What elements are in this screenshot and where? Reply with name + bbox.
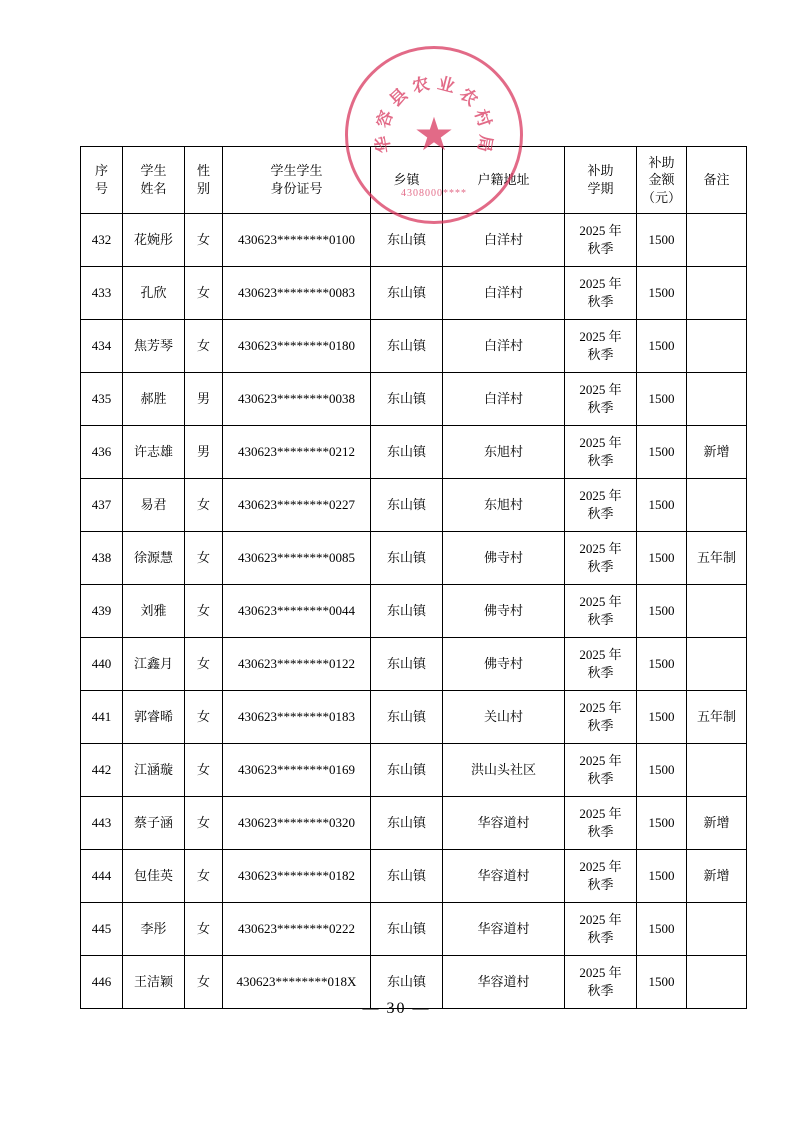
column-header-term-line1: 补助 — [587, 163, 614, 179]
student-subsidy-table — [80, 146, 747, 1009]
cell-remark — [687, 479, 747, 532]
cell-town: 东山镇 — [371, 850, 443, 903]
seal-char: 县 — [385, 84, 413, 111]
cell-student-name: 易君 — [123, 479, 185, 532]
cell-subsidy-amount: 1500 — [637, 850, 687, 903]
cell-id-number: 430623********0169 — [223, 744, 371, 797]
cell-household-address: 东旭村 — [443, 479, 565, 532]
cell-subsidy-term-line2: 秋季 — [587, 983, 614, 998]
cell-subsidy-amount: 1500 — [637, 532, 687, 585]
cell-subsidy-term-line1: 2025 年 — [579, 700, 622, 716]
table-row — [81, 373, 747, 426]
cell-subsidy-term — [565, 532, 637, 585]
cell-household-address: 佛寺村 — [443, 532, 565, 585]
cell-remark — [687, 585, 747, 638]
cell-household-address: 白洋村 — [443, 373, 565, 426]
cell-remark: 五年制 — [687, 691, 747, 744]
table-row — [81, 267, 747, 320]
cell-household-address: 洪山头社区 — [443, 744, 565, 797]
cell-student-name: 徐源慧 — [123, 532, 185, 585]
cell-sex: 女 — [185, 532, 223, 585]
cell-student-name: 蔡子涵 — [123, 797, 185, 850]
cell-seq: 440 — [81, 638, 123, 691]
cell-remark — [687, 373, 747, 426]
column-header-town: 乡镇 — [371, 147, 443, 214]
cell-subsidy-term-line2: 秋季 — [587, 294, 614, 309]
cell-household-address: 白洋村 — [443, 320, 565, 373]
cell-subsidy-term — [565, 479, 637, 532]
cell-subsidy-amount: 1500 — [637, 214, 687, 267]
cell-student-name: 焦芳琴 — [123, 320, 185, 373]
cell-town: 东山镇 — [371, 532, 443, 585]
column-header-term-line2: 学期 — [587, 181, 614, 196]
cell-sex: 女 — [185, 744, 223, 797]
cell-subsidy-term-line2: 秋季 — [587, 506, 614, 521]
cell-remark: 新增 — [687, 426, 747, 479]
table-row — [81, 903, 747, 956]
column-header-name-line2: 姓名 — [140, 181, 167, 196]
table-row — [81, 426, 747, 479]
cell-subsidy-term-line1: 2025 年 — [579, 806, 622, 822]
cell-id-number: 430623********0222 — [223, 903, 371, 956]
cell-sex: 女 — [185, 691, 223, 744]
cell-subsidy-amount: 1500 — [637, 691, 687, 744]
cell-subsidy-amount: 1500 — [637, 267, 687, 320]
cell-town: 东山镇 — [371, 479, 443, 532]
table-row — [81, 532, 747, 585]
cell-subsidy-term — [565, 797, 637, 850]
cell-subsidy-term — [565, 267, 637, 320]
cell-subsidy-term-line2: 秋季 — [587, 824, 614, 839]
cell-subsidy-amount: 1500 — [637, 903, 687, 956]
cell-subsidy-amount: 1500 — [637, 479, 687, 532]
cell-remark — [687, 638, 747, 691]
cell-subsidy-term — [565, 214, 637, 267]
cell-remark — [687, 320, 747, 373]
column-header-sex-line2: 别 — [196, 181, 210, 196]
cell-seq: 439 — [81, 585, 123, 638]
cell-town: 东山镇 — [371, 744, 443, 797]
cell-sex: 女 — [185, 956, 223, 1009]
page-number: — 30 — — [362, 1000, 431, 1017]
seal-char: 农 — [410, 73, 433, 97]
cell-subsidy-term-line2: 秋季 — [587, 241, 614, 256]
cell-subsidy-amount: 1500 — [637, 797, 687, 850]
table-header — [81, 147, 747, 214]
cell-id-number: 430623********0085 — [223, 532, 371, 585]
column-header-id — [223, 147, 371, 214]
cell-sex: 女 — [185, 320, 223, 373]
cell-household-address: 华容道村 — [443, 903, 565, 956]
cell-subsidy-amount: 1500 — [637, 744, 687, 797]
cell-id-number: 430623********0038 — [223, 373, 371, 426]
column-header-amount-line3: （元） — [641, 189, 681, 205]
cell-town: 东山镇 — [371, 373, 443, 426]
cell-subsidy-term-line2: 秋季 — [587, 347, 614, 362]
cell-subsidy-amount: 1500 — [637, 585, 687, 638]
table-row — [81, 479, 747, 532]
column-header-seq-line1: 序 — [94, 163, 108, 179]
cell-subsidy-term-line2: 秋季 — [587, 665, 614, 680]
cell-household-address: 东旭村 — [443, 426, 565, 479]
cell-subsidy-term — [565, 638, 637, 691]
cell-subsidy-amount: 1500 — [637, 956, 687, 1009]
cell-remark — [687, 903, 747, 956]
column-header-seq — [81, 147, 123, 214]
cell-subsidy-amount: 1500 — [637, 373, 687, 426]
cell-id-number: 430623********0227 — [223, 479, 371, 532]
cell-subsidy-term — [565, 691, 637, 744]
cell-seq: 437 — [81, 479, 123, 532]
cell-id-number: 430623********018X — [223, 956, 371, 1009]
cell-household-address: 华容道村 — [443, 850, 565, 903]
cell-subsidy-term-line2: 秋季 — [587, 877, 614, 892]
cell-seq: 433 — [81, 267, 123, 320]
seal-char: 华 — [372, 133, 395, 155]
cell-seq: 441 — [81, 691, 123, 744]
column-header-amount-line1: 补助 — [648, 154, 675, 170]
cell-remark — [687, 214, 747, 267]
seal-char: 村 — [470, 107, 495, 131]
cell-seq: 443 — [81, 797, 123, 850]
cell-subsidy-term-line1: 2025 年 — [579, 223, 622, 239]
column-header-sex — [185, 147, 223, 214]
cell-town: 东山镇 — [371, 426, 443, 479]
seal-char: 容 — [373, 107, 398, 131]
cell-seq: 436 — [81, 426, 123, 479]
table-row — [81, 585, 747, 638]
table-row — [81, 797, 747, 850]
cell-subsidy-term — [565, 744, 637, 797]
cell-subsidy-term-line2: 秋季 — [587, 718, 614, 733]
cell-sex: 女 — [185, 479, 223, 532]
cell-remark: 新增 — [687, 850, 747, 903]
cell-household-address: 华容道村 — [443, 797, 565, 850]
seal-char: 业 — [435, 73, 458, 97]
cell-town: 东山镇 — [371, 797, 443, 850]
cell-subsidy-term-line1: 2025 年 — [579, 912, 622, 928]
cell-seq: 432 — [81, 214, 123, 267]
cell-id-number: 430623********0122 — [223, 638, 371, 691]
column-header-address: 户籍地址 — [443, 147, 565, 214]
cell-subsidy-term — [565, 585, 637, 638]
cell-subsidy-term-line1: 2025 年 — [579, 382, 622, 398]
cell-subsidy-term-line1: 2025 年 — [579, 276, 622, 292]
cell-household-address: 华容道村 — [443, 956, 565, 1009]
cell-remark: 五年制 — [687, 532, 747, 585]
cell-id-number: 430623********0212 — [223, 426, 371, 479]
cell-student-name: 孔欣 — [123, 267, 185, 320]
seal-char: 局 — [473, 133, 496, 155]
cell-town: 东山镇 — [371, 903, 443, 956]
cell-student-name: 花婉彤 — [123, 214, 185, 267]
cell-subsidy-term — [565, 903, 637, 956]
column-header-amount-line2: 金额 — [648, 172, 675, 188]
cell-household-address: 关山村 — [443, 691, 565, 744]
column-header-name — [123, 147, 185, 214]
cell-sex: 女 — [185, 638, 223, 691]
cell-student-name: 许志雄 — [123, 426, 185, 479]
cell-sex: 女 — [185, 585, 223, 638]
cell-household-address: 白洋村 — [443, 267, 565, 320]
column-header-id-line1: 学生学生 — [270, 163, 323, 179]
seal-char: 农 — [455, 84, 483, 111]
cell-id-number: 430623********0083 — [223, 267, 371, 320]
cell-sex: 女 — [185, 850, 223, 903]
cell-subsidy-term-line2: 秋季 — [587, 400, 614, 415]
cell-seq: 434 — [81, 320, 123, 373]
cell-student-name: 江鑫月 — [123, 638, 185, 691]
cell-subsidy-term-line1: 2025 年 — [579, 488, 622, 504]
cell-subsidy-term-line1: 2025 年 — [579, 647, 622, 663]
cell-subsidy-term-line2: 秋季 — [587, 559, 614, 574]
table-row — [81, 320, 747, 373]
table-row — [81, 691, 747, 744]
cell-id-number: 430623********0182 — [223, 850, 371, 903]
cell-student-name: 郭睿晞 — [123, 691, 185, 744]
column-header-name-line1: 学生 — [140, 163, 167, 179]
cell-subsidy-term-line1: 2025 年 — [579, 594, 622, 610]
column-header-amount — [637, 147, 687, 214]
cell-id-number: 430623********0044 — [223, 585, 371, 638]
cell-subsidy-term-line2: 秋季 — [587, 771, 614, 786]
cell-seq: 438 — [81, 532, 123, 585]
column-header-sex-line1: 性 — [196, 163, 210, 179]
cell-student-name: 王洁颖 — [123, 956, 185, 1009]
cell-id-number: 430623********0183 — [223, 691, 371, 744]
cell-seq: 445 — [81, 903, 123, 956]
student-subsidy-table-container — [80, 146, 736, 1009]
cell-household-address: 佛寺村 — [443, 585, 565, 638]
column-header-remark: 备注 — [687, 147, 747, 214]
table-row — [81, 638, 747, 691]
cell-seq: 446 — [81, 956, 123, 1009]
cell-id-number: 430623********0320 — [223, 797, 371, 850]
cell-town: 东山镇 — [371, 214, 443, 267]
cell-subsidy-amount: 1500 — [637, 426, 687, 479]
cell-subsidy-term-line1: 2025 年 — [579, 859, 622, 875]
cell-id-number: 430623********0180 — [223, 320, 371, 373]
cell-subsidy-term — [565, 850, 637, 903]
cell-seq: 442 — [81, 744, 123, 797]
cell-seq: 444 — [81, 850, 123, 903]
table-row — [81, 744, 747, 797]
cell-sex: 女 — [185, 903, 223, 956]
cell-sex: 女 — [185, 214, 223, 267]
table-body — [81, 214, 747, 1009]
cell-sex: 男 — [185, 373, 223, 426]
seal-star-icon: ★ — [413, 109, 455, 160]
cell-student-name: 刘雅 — [123, 585, 185, 638]
cell-town: 东山镇 — [371, 585, 443, 638]
cell-subsidy-amount: 1500 — [637, 638, 687, 691]
column-header-id-line2: 身份证号 — [270, 181, 323, 196]
cell-town: 东山镇 — [371, 691, 443, 744]
cell-subsidy-term-line2: 秋季 — [587, 612, 614, 627]
cell-subsidy-term-line1: 2025 年 — [579, 435, 622, 451]
cell-town: 东山镇 — [371, 956, 443, 1009]
cell-household-address: 白洋村 — [443, 214, 565, 267]
cell-subsidy-term — [565, 320, 637, 373]
cell-subsidy-term-line1: 2025 年 — [579, 541, 622, 557]
cell-student-name: 江涵璇 — [123, 744, 185, 797]
cell-remark — [687, 267, 747, 320]
cell-sex: 女 — [185, 267, 223, 320]
cell-subsidy-term-line1: 2025 年 — [579, 329, 622, 345]
cell-seq: 435 — [81, 373, 123, 426]
table-header-row — [81, 147, 747, 214]
cell-town: 东山镇 — [371, 638, 443, 691]
cell-subsidy-term-line2: 秋季 — [587, 930, 614, 945]
cell-subsidy-term-line1: 2025 年 — [579, 753, 622, 769]
cell-student-name: 郝胜 — [123, 373, 185, 426]
cell-sex: 女 — [185, 797, 223, 850]
cell-household-address: 佛寺村 — [443, 638, 565, 691]
seal-code-text: 4308000**** — [401, 188, 467, 199]
cell-subsidy-amount: 1500 — [637, 320, 687, 373]
cell-sex: 男 — [185, 426, 223, 479]
column-header-seq-line2: 号 — [94, 181, 108, 196]
column-header-term — [565, 147, 637, 214]
cell-town: 东山镇 — [371, 267, 443, 320]
table-row — [81, 850, 747, 903]
cell-student-name: 李彤 — [123, 903, 185, 956]
table-row — [81, 214, 747, 267]
cell-id-number: 430623********0100 — [223, 214, 371, 267]
cell-remark: 新增 — [687, 797, 747, 850]
cell-subsidy-term — [565, 426, 637, 479]
cell-subsidy-term-line2: 秋季 — [587, 453, 614, 468]
cell-remark — [687, 744, 747, 797]
cell-subsidy-term — [565, 373, 637, 426]
cell-student-name: 包佳英 — [123, 850, 185, 903]
cell-subsidy-term-line1: 2025 年 — [579, 965, 622, 981]
cell-town: 东山镇 — [371, 320, 443, 373]
